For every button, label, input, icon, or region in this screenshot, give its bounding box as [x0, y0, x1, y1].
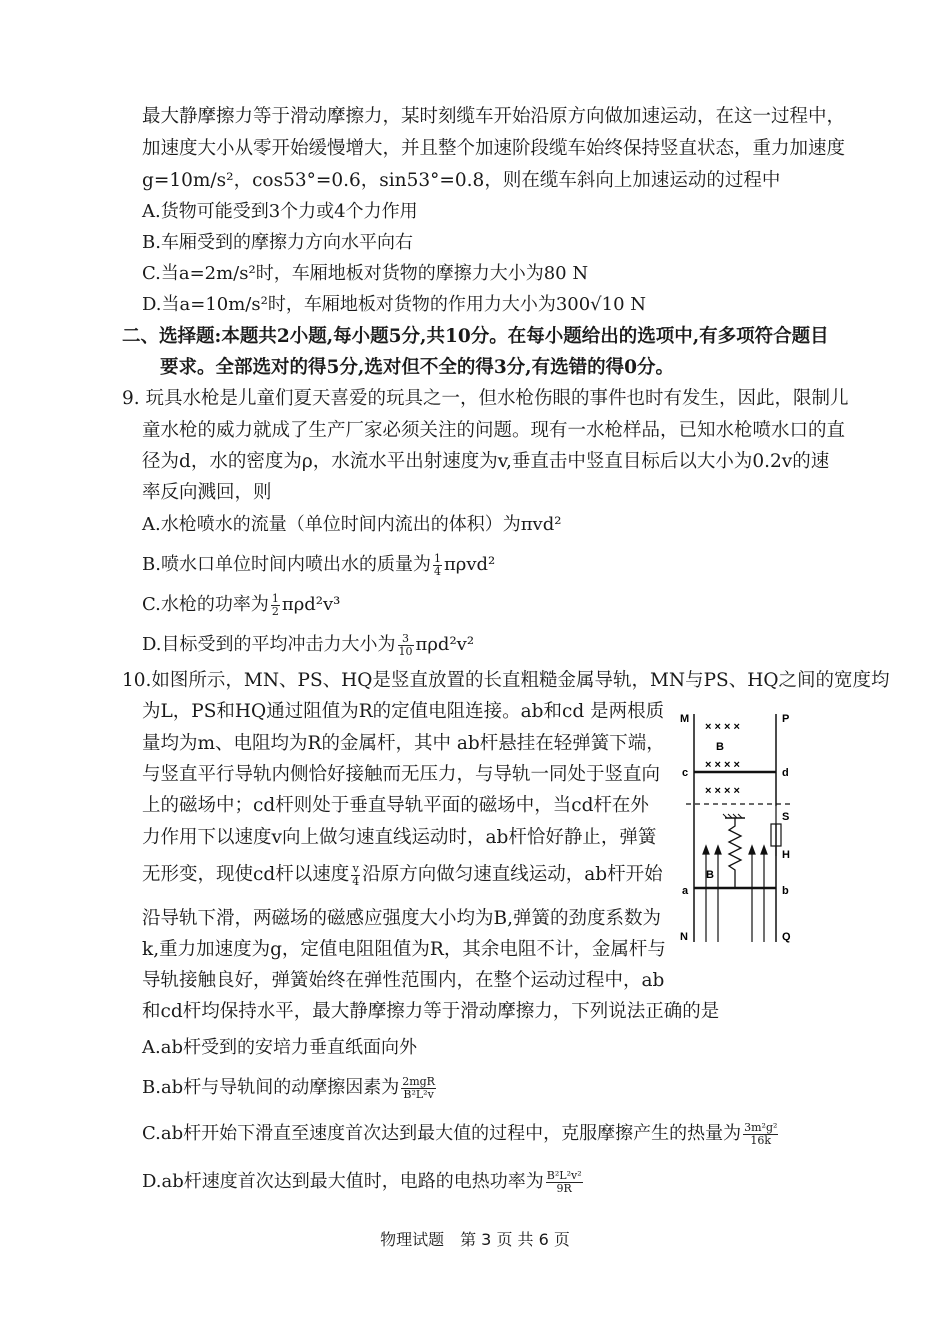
q9-b-fraction: $\frac{1}{4}$ — [433, 551, 441, 578]
q10-line-11: 和cd杆均保持水平，最大静摩擦力等于滑动摩擦力，下列说法正确的是 — [142, 1001, 720, 1022]
page-footer: 物理试题 第 3 页 共 6 页 — [380, 1230, 570, 1249]
q10-line-10: 导轨接触良好，弹簧始终在弹性范围内，在整个运动过程中，ab — [142, 970, 665, 991]
q10-option-b: B.ab杆与导轨间的动摩擦因素为 $\frac{\text{2mgR}}{\text{B²L²v}}$ — [142, 1074, 435, 1101]
q10-line-5: 上的磁场中；cd杆则处于垂直导轨平面的磁场中，当cd杆在外 — [142, 795, 649, 816]
q8-line-3: g=10m/s²，cos53°=0.6，sin53°=0.8，则在缆车斜向上加速运动的过程中 — [142, 170, 781, 191]
q8-option-b: B.车厢受到的摩擦力方向水平向右 — [142, 232, 413, 253]
q8-line-1: 最大静摩擦力等于滑动摩擦力，某时刻缆车开始沿原方向做加速运动，在这一过程中， — [142, 106, 846, 127]
label-c: c — [682, 767, 689, 779]
q10-line-7: 无形变，现使cd杆以速度 $\frac{v}{4}$ 沿原方向做匀速直线运动，ab杆开始 — [142, 861, 663, 888]
label-p: P — [782, 713, 790, 725]
q10-d-fraction: $\frac{\text{B²L²v²}}{9R}$ — [546, 1168, 582, 1195]
label-d: d — [782, 767, 789, 779]
q10-option-c: C.ab杆开始下滑直至速度首次达到最大值的过程中，克服摩擦产生的热量为 $\frac{\text{3m²g²}}{16k}$ — [142, 1120, 778, 1147]
q9-option-a: A.水枪喷水的流量（单位时间内流出的体积）为πvd² — [142, 514, 562, 535]
q9-line-3: 径为d，水的密度为ρ，水流水平出射速度为v,垂直击中竖直目标后以大小为0.2v的速 — [142, 451, 830, 472]
q10-line-1: 10.如图所示，MN、PS、HQ是竖直放置的长直粗糙金属导轨，MN与PS、HQ之间的宽度均 — [122, 670, 890, 691]
q10-line-4: 与竖直平行导轨内侧恰好接触而无压力，与导轨一同处于竖直向 — [142, 764, 661, 785]
label-m: M — [680, 713, 690, 725]
label-b-upper: B — [716, 741, 724, 753]
q10-speed-fraction: $\frac{v}{4}$ — [352, 861, 360, 888]
q9-option-d: D.目标受到的平均冲击力大小为 $\frac{3}{10}$ πρd²v² — [142, 631, 475, 658]
q8-line-2: 加速度大小从零开始缓慢增大，并且整个加速阶段缆车始终保持竖直状态，重力加速度 — [142, 138, 846, 159]
label-b-rod: b — [782, 885, 789, 897]
label-n: N — [680, 931, 688, 943]
field-cross-row: × × × × — [705, 759, 740, 771]
rail-circuit-figure — [672, 706, 802, 946]
q9-c-fraction: $\frac{1}{2}$ — [271, 591, 279, 618]
q8-option-a: A.货物可能受到3个力或4个力作用 — [142, 201, 418, 222]
label-b-lower: B — [706, 869, 714, 881]
q10-line-3: 量均为m、电阻均为R的金属杆，其中 ab杆悬挂在轻弹簧下端， — [142, 733, 665, 754]
label-q: Q — [782, 931, 791, 943]
label-a: a — [682, 885, 689, 897]
field-cross-row: × × × × — [705, 785, 740, 797]
section2-line-1: 二、选择题:本题共2小题,每小题5分,共10分。在每小题给出的选项中,有多项符合题目 — [122, 326, 829, 347]
label-s: S — [782, 811, 790, 823]
section2-line-2: 要求。全部选对的得5分,选对但不全的得3分,有选错的得0分。 — [160, 357, 675, 378]
q10-c-fraction: $\frac{\text{3m²g²}}{16k}$ — [744, 1120, 778, 1147]
q10-line-9: k,重力加速度为g，定值电阻阻值为R，其余电阻不计，金属杆与 — [142, 939, 666, 960]
q10-line-8: 沿导轨下滑，两磁场的磁感应强度大小均为B,弹簧的劲度系数为 — [142, 908, 661, 929]
q10-line-6: 力作用下以速度v向上做匀速直线运动时，ab杆恰好静止，弹簧 — [142, 827, 657, 848]
q9-d-fraction: $\frac{3}{10}$ — [398, 631, 413, 658]
q8-option-c: C.当a=2m/s²时，车厢地板对货物的摩擦力大小为80 N — [142, 263, 589, 284]
spring — [729, 818, 741, 888]
q9-line-1: 9. 玩具水枪是儿童们夏天喜爱的玩具之一，但水枪伤眼的事件也时有发生，因此，限制儿 — [122, 388, 849, 409]
q10-b-fraction: $\frac{\text{2mgR}}{\text{B²L²v}}$ — [402, 1074, 435, 1101]
q10-option-a: A.ab杆受到的安培力垂直纸面向外 — [142, 1037, 417, 1058]
q10-line-2: 为L，PS和HQ通过阻值为R的定值电阻连接。ab和cd 是两根质 — [142, 701, 665, 722]
label-h: H — [782, 849, 790, 861]
q9-option-c: C.水枪的功率为 $\frac{1}{2}$ πρd²v³ — [142, 591, 341, 618]
field-cross-row: × × × × — [705, 721, 740, 733]
q8-option-d-value: 300√10 — [555, 294, 625, 315]
q8-option-d: D.当a=10m/s²时，车厢地板对货物的作用力大小为300√10 N — [142, 294, 647, 315]
q9-line-4: 率反向溅回，则 — [142, 482, 272, 503]
upward-field-arrows — [703, 846, 767, 942]
q9-option-b: B.喷水口单位时间内喷出水的质量为 $\frac{1}{4}$ πρvd² — [142, 551, 496, 578]
q9-line-2: 童水枪的威力就成了生产厂家必须关注的问题。现有一水枪样品，已知水枪喷水口的直 — [142, 420, 846, 441]
q10-option-d: D.ab杆速度首次达到最大值时，电路的电热功率为 $\frac{\text{B²L²v²}}{9R}$ — [142, 1168, 582, 1195]
